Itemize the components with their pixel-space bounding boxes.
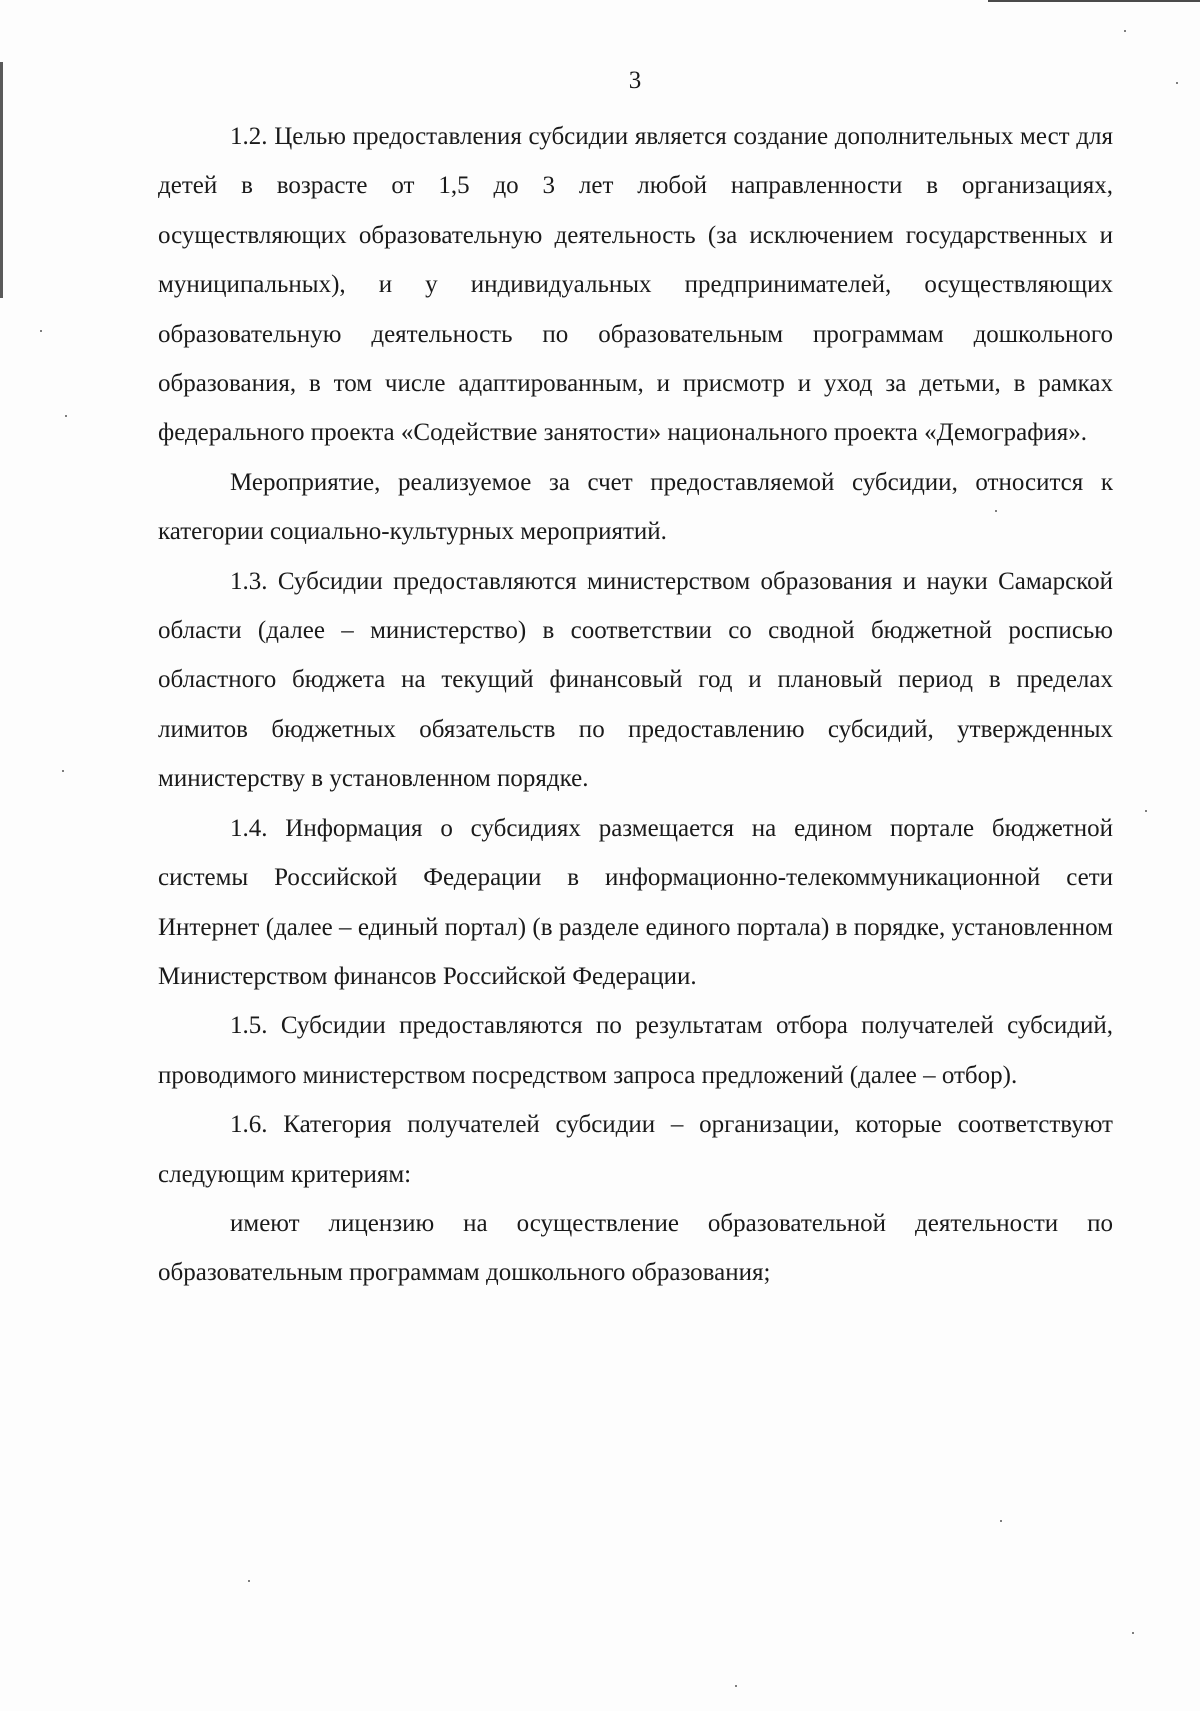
page-number: 3 <box>628 67 642 94</box>
paragraph-1-5: 1.5. Субсидии предоставляются по результатам отбора получателей субсидий, проводимого министерством посредством запроса предложений (далее – отбор). <box>158 1012 1113 1089</box>
scan-speck <box>1132 1632 1134 1634</box>
paragraph-event-category: Мероприятие, реализуемое за счет предоставляемой субсидии, относится к категории социально-культурных мероприятий. <box>158 468 1113 546</box>
scan-speck <box>40 330 42 332</box>
scan-edge-top <box>988 0 1200 2</box>
paragraph-1-4: 1.4. Информация о субсидиях размещается на едином портале бюджетной системы Российской Федерации в информационно-телекоммуникационной сети Интернет (далее – единый портал) (в разделе единого портала) в порядке, установленном Министерством финансов Российской Федерации. <box>158 814 1113 990</box>
paragraph-license-criterion: имеют лицензию на осуществление образовательной деятельности по образовательным программам дошкольного образования; <box>158 1209 1113 1287</box>
scan-speck <box>735 1685 737 1687</box>
scan-speck <box>65 415 67 417</box>
scan-speck <box>1124 30 1126 32</box>
paragraph-1-3: 1.3. Субсидии предоставляются министерством образования и науки Самарской области (далее – министерство) в соответствии со сводной бюджетной росписью областного бюджета на текущий финансовый год и плановый период в пределах лимитов бюджетных обязательств по предоставлению субсидий, утвержденных министерству в установленном порядке. <box>158 567 1113 793</box>
paragraph-1-2: 1.2. Целью предоставления субсидии является создание дополнительных мест для детей в возрасте от 1,5 до 3 лет любой направленности в организациях, осуществляющих образовательную деятельность (за исключением государственных и муниципальных), и у индивидуальных предпринимателей, осуществляющих образовательную деятельность по образовательным программам дошкольного образования, в том числе адаптированным, и присмотр и уход за детьми, в рамках федерального проекта «Содействие занятости» национального проекта «Демография». <box>158 123 1113 447</box>
scan-edge-left <box>0 62 3 298</box>
paragraph-1-6: 1.6. Категория получателей субсидии – организации, которые соответствуют следующим критериям: <box>158 1111 1113 1188</box>
scan-speck <box>62 770 64 772</box>
scan-speck <box>1145 810 1147 812</box>
document-body <box>158 112 1113 1298</box>
scan-speck <box>1000 1520 1002 1522</box>
scan-speck <box>248 1580 250 1582</box>
